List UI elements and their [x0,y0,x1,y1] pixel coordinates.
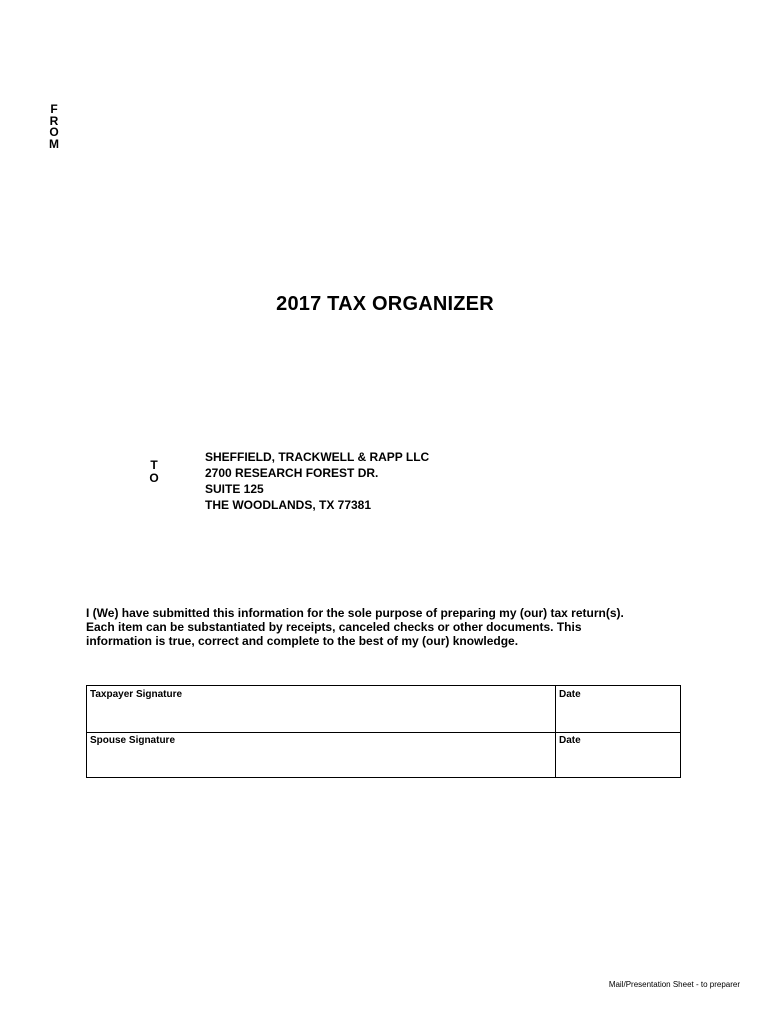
spouse-signature-row [87,732,680,778]
certification-statement [86,606,686,648]
address-line-suite: SUITE 125 [205,482,264,496]
signature-table [86,685,681,778]
from-letter: O [49,125,59,139]
statement-line: I (We) have submitted this information for the sole purpose of preparing my (our) tax return(s). [86,606,624,620]
to-letter: O [149,471,159,485]
statement-line: Each item can be substantiated by receipts, canceled checks or other documents. This [86,620,582,634]
from-label [46,104,62,150]
address-line-street: 2700 RESEARCH FOREST DR. [205,466,379,480]
recipient-address [205,449,429,513]
taxpayer-date-label: Date [559,689,581,700]
taxpayer-signature-row [87,686,680,733]
from-letter: R [49,113,59,128]
spouse-date-label: Date [559,735,581,746]
spouse-signature-field[interactable] [87,732,556,778]
taxpayer-signature-label: Taxpayer Signature [90,689,183,700]
statement-line: information is true, correct and complete to the best of my (our) knowledge. [86,634,519,648]
from-letter: F [50,102,58,116]
address-line-city: THE WOODLANDS, TX 77381 [205,498,372,512]
address-line-firm: SHEFFIELD, TRACKWELL & RAPP LLC [205,450,430,464]
page-footer: Mail/Presentation Sheet - to preparer [608,980,740,989]
to-letter: T [150,458,158,472]
taxpayer-signature-field[interactable] [87,686,556,732]
from-letter: M [49,136,59,151]
to-label [146,459,162,485]
taxpayer-date-field[interactable] [556,686,680,732]
spouse-signature-label: Spouse Signature [90,735,176,746]
spouse-date-field[interactable] [556,732,680,778]
page-title: 2017 TAX ORGANIZER [276,293,494,315]
